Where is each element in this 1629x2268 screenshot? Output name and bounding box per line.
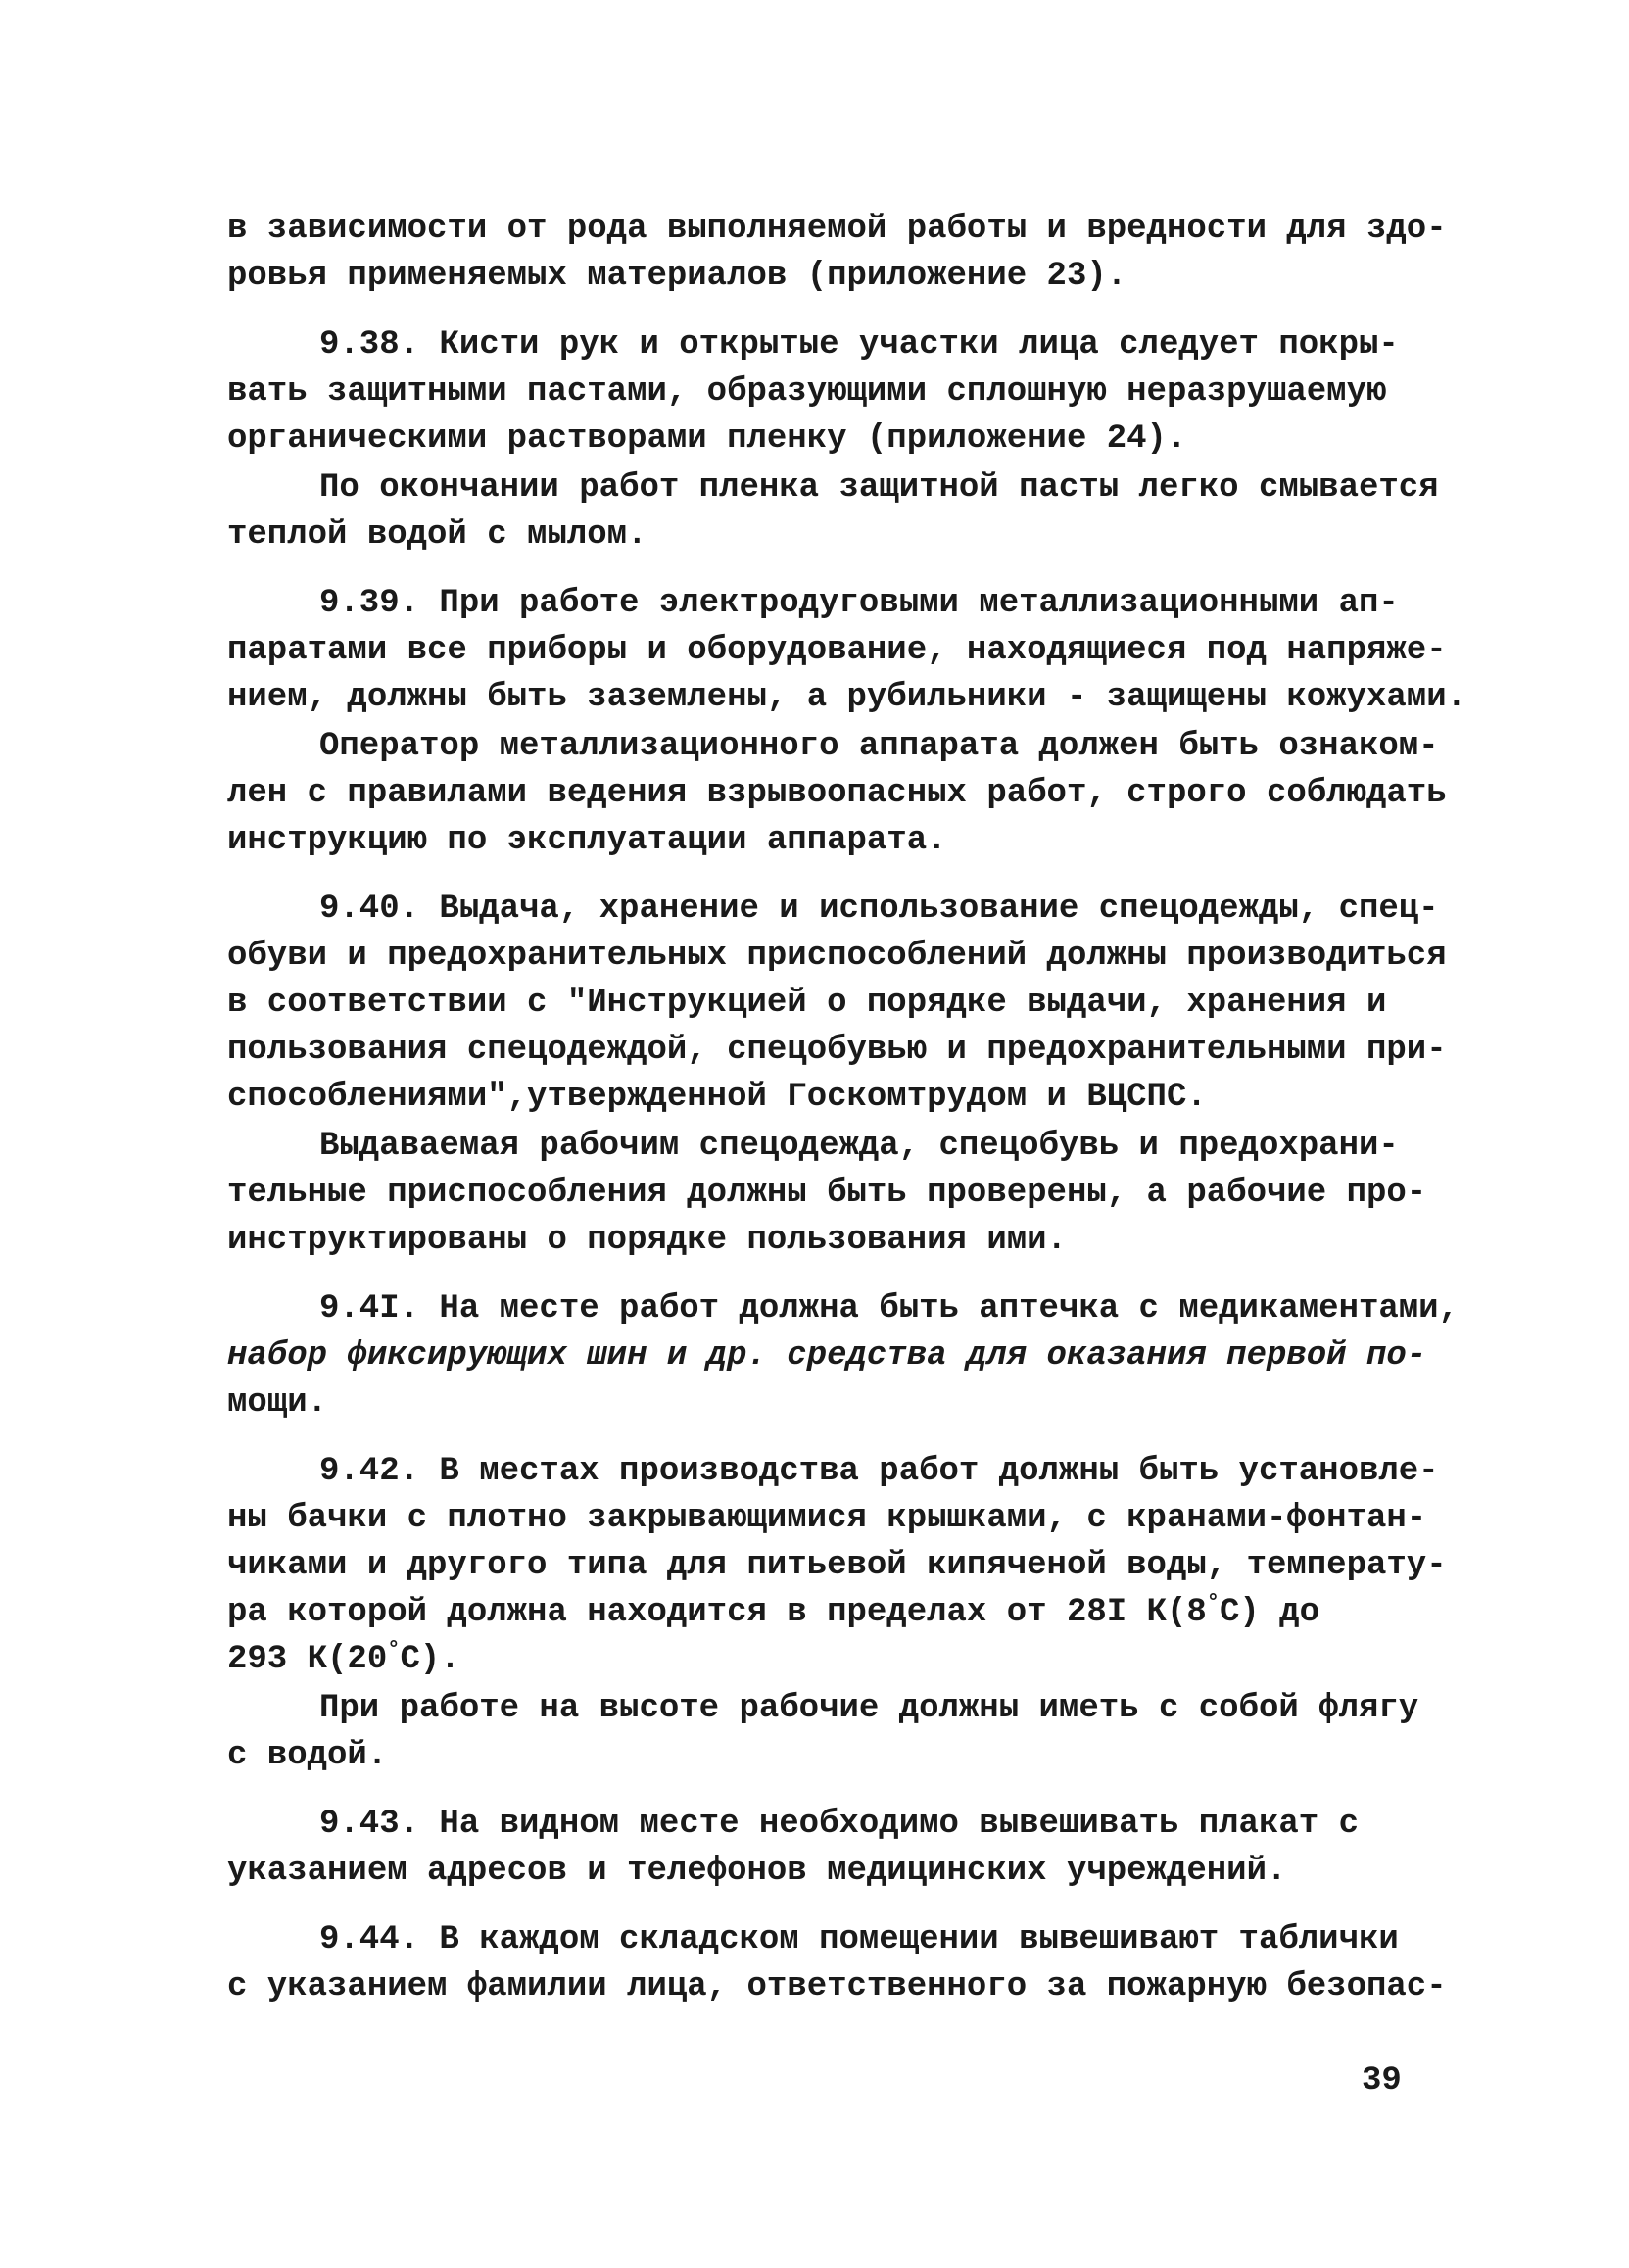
text-line: тельные приспособления должны быть проверены, а рабочие про- bbox=[227, 1175, 1427, 1212]
text-line: 9.40. Выдача, хранение и использование спецодежды, спец- bbox=[319, 891, 1439, 928]
text-line bbox=[227, 1589, 1319, 1636]
text-line: лен с правилами ведения взрывоопасных работ, строго соблюдать bbox=[227, 775, 1447, 812]
text-line: Оператор металлизационного аппарата должен быть ознаком- bbox=[319, 728, 1439, 765]
text-line: паратами все приборы и оборудование, находящиеся под напряже- bbox=[227, 632, 1447, 669]
text-segment: С) до bbox=[1219, 1594, 1319, 1631]
text-line: ны бачки с плотно закрывающимися крышками, с кранами-фонтан- bbox=[227, 1500, 1427, 1537]
text-line: чиками и другого типа для питьевой кипяченой воды, температу- bbox=[227, 1547, 1447, 1584]
degree-sign: ° bbox=[1206, 1590, 1220, 1616]
text-line: пользования спецодеждой, спецобувью и предохранительными при- bbox=[227, 1032, 1447, 1069]
text-line: При работе на высоте рабочие должны иметь с собой флягу bbox=[319, 1690, 1419, 1727]
text-line: 9.4I. На месте работ должна быть аптечка с медикаментами, bbox=[319, 1290, 1459, 1327]
text-line: 9.39. При работе электродуговыми металлизационными ап- bbox=[319, 585, 1399, 622]
text-line: с указанием фамилии лица, ответственного за пожарную безопас- bbox=[227, 1968, 1447, 2005]
text-line: По окончании работ пленка защитной пасты легко смывается bbox=[319, 469, 1439, 507]
text-line: нием, должны быть заземлены, а рубильники - защищены кожухами. bbox=[227, 679, 1467, 716]
text-segment: ра которой должна находится в пределах от 28I К(8 bbox=[227, 1594, 1207, 1631]
text-line: в соответствии с "Инструкцией о порядке выдачи, хранения и bbox=[227, 985, 1387, 1022]
text-line: мощи. bbox=[227, 1384, 328, 1422]
text-line: 9.38. Кисти рук и открытые участки лица следует покры- bbox=[319, 326, 1399, 363]
text-line: 9.43. На видном месте необходимо вывешивать плакат с bbox=[319, 1806, 1359, 1843]
text-segment: 293 К(20 bbox=[227, 1641, 388, 1678]
text-line: набор фиксирующих шин и др. средства для оказания первой по- bbox=[227, 1337, 1427, 1375]
degree-sign: ° bbox=[387, 1637, 401, 1663]
text-line: 9.42. В местах производства работ должны быть установле- bbox=[319, 1453, 1439, 1490]
text-line: инструкцию по эксплуатации аппарата. bbox=[227, 822, 947, 859]
text-segment: С). bbox=[400, 1641, 460, 1678]
text-line: органическими растворами пленку (приложение 24). bbox=[227, 420, 1187, 458]
page-number: 39 bbox=[1362, 2062, 1402, 2099]
text-line: 9.44. В каждом складском помещении вывешивают таблички bbox=[319, 1921, 1399, 1958]
text-line: Выдаваемая рабочим спецодежда, спецобувь и предохрани- bbox=[319, 1128, 1399, 1165]
text-line: указанием адресов и телефонов медицинских учреждений. bbox=[227, 1853, 1287, 1890]
text-line: теплой водой с мылом. bbox=[227, 516, 647, 554]
text-line: инструктированы о порядке пользования ими. bbox=[227, 1222, 1067, 1259]
text-line: ровья применяемых материалов (приложение 23). bbox=[227, 258, 1127, 295]
text-line: с водой. bbox=[227, 1737, 388, 1774]
text-line bbox=[227, 1636, 460, 1683]
text-line: обуви и предохранительных приспособлений должны производиться bbox=[227, 938, 1447, 975]
text-line: в зависимости от рода выполняемой работы и вредности для здо- bbox=[227, 211, 1447, 248]
text-line: способлениями",утвержденной Госкомтрудом и ВЦСПС. bbox=[227, 1079, 1207, 1116]
text-line: вать защитными пастами, образующими сплошную неразрушаемую bbox=[227, 373, 1387, 410]
